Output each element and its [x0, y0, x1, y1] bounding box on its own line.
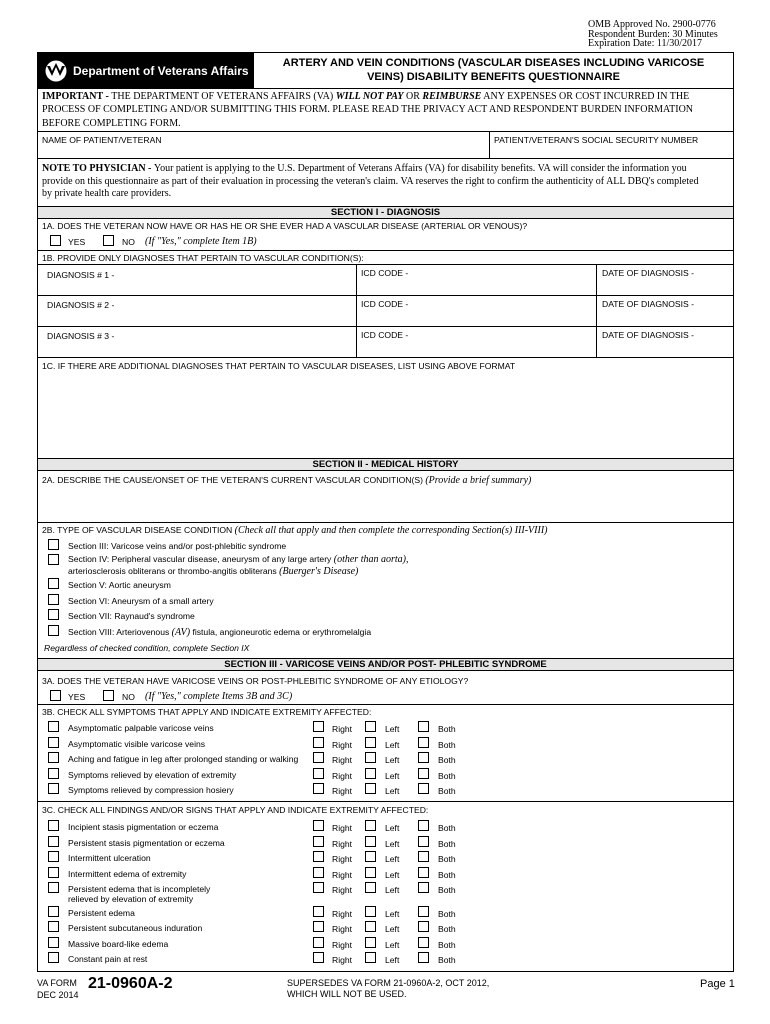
finding-both-checkbox[interactable] [418, 937, 429, 948]
finding-checkbox[interactable] [48, 882, 59, 893]
finding-left-label: Left [385, 885, 400, 895]
finding-left-checkbox[interactable] [365, 937, 376, 948]
symptom-checkbox[interactable] [48, 737, 59, 748]
footer-page: Page 1 [700, 978, 735, 990]
diag-col1 [356, 264, 357, 357]
finding-right-checkbox[interactable] [313, 952, 324, 963]
finding-left-checkbox[interactable] [365, 952, 376, 963]
footer-va-form: VA FORM [37, 978, 77, 988]
finding-both-label: Both [438, 839, 456, 849]
rule-3c [38, 801, 733, 802]
symptom-both-checkbox[interactable] [418, 721, 429, 732]
symptom-both-checkbox[interactable] [418, 752, 429, 763]
finding-left-checkbox[interactable] [365, 820, 376, 831]
symptom-left-checkbox[interactable] [365, 783, 376, 794]
section-5-option: Section V: Aortic aneurysm [68, 580, 171, 590]
finding-left-label: Left [385, 955, 400, 965]
note-line2: provide on this questionnaire as part of their evaluation in processing the veteran's claim. VA reserves the right to confirm the authenticity of ALL DBQ's completed [42, 175, 699, 187]
finding-checkbox[interactable] [48, 836, 59, 847]
finding-right-checkbox[interactable] [313, 820, 324, 831]
symptom-label: Symptoms relieved by elevation of extremity [68, 770, 237, 780]
finding-left-checkbox[interactable] [365, 851, 376, 862]
symptom-right-checkbox[interactable] [313, 737, 324, 748]
section-6-checkbox[interactable] [48, 594, 59, 605]
q3a-note: (If "Yes," complete Items 3B and 3C) [145, 691, 293, 702]
date-2-label: DATE OF DIAGNOSIS - [602, 299, 694, 309]
section-6-option: Section VI: Aneurysm of a small artery [68, 596, 214, 606]
section-8-note: (AV) [171, 627, 191, 638]
section-3-header: SECTION III - VARICOSE VEINS AND/OR POST- PHLEBITIC SYNDROME [38, 658, 733, 671]
finding-both-checkbox[interactable] [418, 882, 429, 893]
q1a-yes-label: YES [68, 237, 86, 247]
finding-left-label: Left [385, 823, 400, 833]
diag-col2 [596, 264, 597, 357]
symptom-left-checkbox[interactable] [365, 737, 376, 748]
finding-label: Persistent subcutaneous induration [68, 923, 203, 933]
symptom-label: Symptoms relieved by compression hosiery [68, 785, 234, 795]
finding-left-label: Left [385, 870, 400, 880]
finding-right-label: Right [332, 854, 353, 864]
symptom-both-checkbox[interactable] [418, 783, 429, 794]
q1a-label: 1A. DOES THE VETERAN NOW HAVE OR HAS HE OR SHE EVER HAD A VASCULAR DISEASE (ARTERIAL OR VENOUS)? [42, 221, 528, 231]
q1b-label: 1B. PROVIDE ONLY DIAGNOSES THAT PERTAIN TO VASCULAR CONDITION(S): [42, 253, 364, 263]
footer-date: DEC 2014 [37, 990, 79, 1000]
dept-banner [38, 53, 253, 88]
finding-both-label: Both [438, 823, 456, 833]
finding-both-label: Both [438, 940, 456, 950]
q3b-label: 3B. CHECK ALL SYMPTOMS THAT APPLY AND INDICATE EXTREMITY AFFECTED: [42, 707, 372, 717]
reimburse: REIMBURSE [422, 91, 482, 102]
note-line3: by private health care providers. [42, 188, 172, 199]
symptom-both-checkbox[interactable] [418, 768, 429, 779]
finding-left-checkbox[interactable] [365, 921, 376, 932]
symptom-checkbox[interactable] [48, 721, 59, 732]
q2b-note: (Check all that apply and then complete the corresponding Section(s) III-VIII) [234, 525, 548, 536]
finding-right-checkbox[interactable] [313, 882, 324, 893]
patient-bottom-rule [38, 158, 733, 159]
symptom-left-label: Left [385, 740, 400, 750]
symptom-right-label: Right [332, 771, 353, 781]
finding-right-label: Right [332, 924, 353, 934]
icd-2-label: ICD CODE - [361, 299, 409, 309]
patient-divider [489, 131, 490, 158]
finding-right-label: Right [332, 940, 353, 950]
diagnosis-3-label: DIAGNOSIS # 3 - [47, 331, 115, 341]
important-notice [42, 90, 730, 130]
finding-label: Persistent stasis pigmentation or eczema [68, 838, 225, 848]
finding-right-label: Right [332, 909, 353, 919]
finding-both-label: Both [438, 955, 456, 965]
section-4-note-2: (Buerger's Disease) [279, 566, 359, 577]
dept-name: Department of Veterans Affairs [73, 64, 249, 78]
finding-label: Intermittent edema of extremity [68, 869, 187, 879]
form-title-line2: VEINS) DISABILITY BENEFITS QUESTIONNAIRE [367, 71, 620, 83]
finding-left-label: Left [385, 854, 400, 864]
symptom-both-label: Both [438, 740, 456, 750]
symptom-label: Asymptomatic visible varicose veins [68, 739, 206, 749]
note-line1: Your patient is applying to the U.S. Department of Veterans Affairs (VA) for disability benefits. VA will consider the information you [153, 163, 687, 174]
finding-both-label: Both [438, 924, 456, 934]
finding-both-checkbox[interactable] [418, 921, 429, 932]
finding-label: Constant pain at rest [68, 954, 148, 964]
symptom-right-checkbox[interactable] [313, 783, 324, 794]
finding-left-checkbox[interactable] [365, 867, 376, 878]
finding-checkbox[interactable] [48, 851, 59, 862]
symptom-right-label: Right [332, 755, 353, 765]
header-bottom-rule [38, 88, 733, 89]
symptom-left-checkbox[interactable] [365, 721, 376, 732]
finding-checkbox[interactable] [48, 937, 59, 948]
finding-label: Massive board-like edema [68, 939, 169, 949]
date-3-label: DATE OF DIAGNOSIS - [602, 330, 694, 340]
section-8-checkbox[interactable] [48, 625, 59, 636]
q3a-no-label: NO [122, 692, 135, 702]
footer-supersedes-1: SUPERSEDES VA FORM 21-0960A-2, OCT 2012, [287, 978, 490, 988]
finding-right-label: Right [332, 839, 353, 849]
regardless-note: Regardless of checked condition, complete Section IX [44, 643, 250, 653]
symptom-left-label: Left [385, 755, 400, 765]
symptom-right-checkbox[interactable] [313, 721, 324, 732]
symptom-both-label: Both [438, 724, 456, 734]
q3a-yes-label: YES [68, 692, 86, 702]
finding-left-label: Left [385, 940, 400, 950]
finding-right-checkbox[interactable] [313, 937, 324, 948]
q3a-no-checkbox[interactable] [103, 690, 114, 701]
ssn-label: PATIENT/VETERAN'S SOCIAL SECURITY NUMBER [494, 135, 699, 145]
rule-2b [38, 522, 733, 523]
va-logo-icon [42, 60, 70, 82]
symptom-right-label: Right [332, 724, 353, 734]
q1a-no-checkbox[interactable] [103, 235, 114, 246]
finding-right-label: Right [332, 885, 353, 895]
important-text-2: ANY EXPENSES OR COST INCURRED IN THE [481, 91, 690, 102]
finding-label: Persistent edema that is incompletely [68, 884, 211, 894]
finding-left-label: Left [385, 909, 400, 919]
section-4-text: Section IV: Peripheral vascular disease, aneurysm of any large artery [68, 554, 334, 564]
finding-both-checkbox[interactable] [418, 851, 429, 862]
symptom-right-checkbox[interactable] [313, 768, 324, 779]
finding-both-checkbox[interactable] [418, 820, 429, 831]
finding-right-label: Right [332, 870, 353, 880]
finding-checkbox[interactable] [48, 906, 59, 917]
section-4-text-2: arteriosclerosis obliterans or thrombo-angitis obliterans [68, 566, 280, 576]
important-line3: BEFORE COMPLETING FORM. [42, 117, 181, 129]
symptom-checkbox[interactable] [48, 752, 59, 763]
finding-both-checkbox[interactable] [418, 836, 429, 847]
q3a-label: 3A. DOES THE VETERAN HAVE VARICOSE VEINS OR POST-PHLEBITIC SYNDROME OF ANY ETIOLOGY? [42, 676, 469, 686]
finding-right-checkbox[interactable] [313, 906, 324, 917]
finding-left-checkbox[interactable] [365, 882, 376, 893]
finding-both-label: Both [438, 909, 456, 919]
section-3-checkbox[interactable] [48, 539, 59, 550]
icd-3-label: ICD CODE - [361, 330, 409, 340]
section-4-note: (other than aorta), [333, 554, 409, 565]
finding-left-label: Left [385, 839, 400, 849]
diagnosis-1-label: DIAGNOSIS # 1 - [47, 270, 115, 280]
q1c-label: 1C. IF THERE ARE ADDITIONAL DIAGNOSES THAT PERTAIN TO VASCULAR DISEASES, LIST USING ABOVE FORMAT [42, 361, 516, 371]
symptom-label: Aching and fatigue in leg after prolonged standing or walking [68, 754, 299, 764]
finding-both-label: Both [438, 885, 456, 895]
important-label: IMPORTANT - [42, 91, 112, 102]
symptom-both-label: Both [438, 786, 456, 796]
finding-left-checkbox[interactable] [365, 836, 376, 847]
important-text: THE DEPARTMENT OF VETERANS AFFAIRS (VA) [111, 91, 336, 102]
symptom-left-label: Left [385, 786, 400, 796]
finding-checkbox[interactable] [48, 820, 59, 831]
q1c-textarea[interactable] [40, 374, 731, 456]
q2a-label [42, 475, 531, 486]
finding-left-label: Left [385, 924, 400, 934]
patient-name-label: NAME OF PATIENT/VETERAN [42, 135, 162, 145]
finding-continuation: relieved by elevation of extremity [68, 894, 194, 904]
rule-1b [38, 250, 733, 251]
section-4-option [68, 554, 408, 565]
symptom-checkbox[interactable] [48, 768, 59, 779]
important-line2: PROCESS OF COMPLETING AND/OR SUBMITTING THIS FORM. PLEASE READ THE PRIVACY ACT AND RESPONDENT BURDEN INFORMATION [42, 104, 694, 116]
finding-checkbox[interactable] [48, 952, 59, 963]
section-8-option [68, 627, 371, 638]
finding-both-label: Both [438, 870, 456, 880]
section-8-text: Section VIII: Arteriovenous [68, 627, 172, 637]
section-5-checkbox[interactable] [48, 578, 59, 589]
q2b-text: 2B. TYPE OF VASCULAR DISEASE CONDITION [42, 525, 235, 535]
omb-block [588, 20, 718, 49]
physician-note [42, 163, 730, 201]
form-title-line1: ARTERY AND VEIN CONDITIONS (VASCULAR DISEASES INCLUDING VARICOSE [282, 57, 705, 69]
finding-right-label: Right [332, 823, 353, 833]
finding-right-checkbox[interactable] [313, 851, 324, 862]
expiration-date: Expiration Date: 11/30/2017 [588, 38, 703, 49]
important-or: OR [403, 91, 423, 102]
symptom-both-checkbox[interactable] [418, 737, 429, 748]
note-label: NOTE TO PHYSICIAN - [42, 163, 154, 174]
symptom-right-checkbox[interactable] [313, 752, 324, 763]
finding-label: Intermittent ulceration [68, 853, 151, 863]
finding-checkbox[interactable] [48, 867, 59, 878]
finding-label: Persistent edema [68, 908, 135, 918]
rule-diag1 [38, 264, 733, 265]
q2a-note: (Provide a brief summary) [425, 475, 532, 486]
rule-1c [38, 357, 733, 358]
symptom-left-checkbox[interactable] [365, 768, 376, 779]
respondent-burden: Respondent Burden: 30 Minutes [588, 28, 718, 40]
symptom-checkbox[interactable] [48, 783, 59, 794]
diagnosis-2-label: DIAGNOSIS # 2 - [47, 300, 115, 310]
rule-diag3 [38, 326, 733, 327]
symptom-left-label: Left [385, 724, 400, 734]
section-3-option: Section III: Varicose veins and/or post-phlebitic syndrome [68, 541, 287, 551]
q1a-yes-checkbox[interactable] [50, 235, 61, 246]
finding-left-checkbox[interactable] [365, 906, 376, 917]
section-7-checkbox[interactable] [48, 609, 59, 620]
finding-checkbox[interactable] [48, 921, 59, 932]
section-7-option: Section VII: Raynaud's syndrome [68, 611, 195, 621]
q2a-textarea[interactable] [40, 487, 731, 520]
icd-1-label: ICD CODE - [361, 268, 409, 278]
finding-right-checkbox[interactable] [313, 836, 324, 847]
section-4-option-cont [68, 566, 358, 577]
symptom-right-label: Right [332, 786, 353, 796]
ssn-input[interactable] [491, 146, 731, 157]
omb-number: OMB Approved No. 2900-0776 [588, 19, 716, 30]
patient-name-input[interactable] [40, 146, 487, 157]
rule-diag2 [38, 295, 733, 296]
finding-both-checkbox[interactable] [418, 906, 429, 917]
finding-both-checkbox[interactable] [418, 952, 429, 963]
q2a-text: 2A. DESCRIBE THE CAUSE/ONSET OF THE VETERAN'S CURRENT VASCULAR CONDITION(S) [42, 475, 426, 485]
patient-top-rule [38, 131, 733, 132]
symptom-left-label: Left [385, 771, 400, 781]
q1a-no-label: NO [122, 237, 135, 247]
symptom-right-label: Right [332, 740, 353, 750]
footer-form-number: 21-0960A-2 [88, 975, 173, 992]
symptom-label: Asymptomatic palpable varicose veins [68, 723, 214, 733]
section-1-header: SECTION I - DIAGNOSIS [38, 206, 733, 219]
will-not-pay: WILL NOT PAY [335, 91, 404, 102]
rule-3b [38, 704, 733, 705]
finding-right-checkbox[interactable] [313, 921, 324, 932]
finding-right-label: Right [332, 955, 353, 965]
section-2-header: SECTION II - MEDICAL HISTORY [38, 458, 733, 471]
footer-supersedes-2: WHICH WILL NOT BE USED. [287, 989, 407, 999]
finding-both-checkbox[interactable] [418, 867, 429, 878]
finding-right-checkbox[interactable] [313, 867, 324, 878]
form-title [254, 56, 733, 84]
symptom-both-label: Both [438, 755, 456, 765]
section-4-checkbox[interactable] [48, 554, 59, 565]
section-8-text-2: fistula, angioneurotic edema or erythromelalgia [190, 627, 372, 637]
finding-both-label: Both [438, 854, 456, 864]
q2b-label [42, 525, 547, 536]
q3c-label: 3C. CHECK ALL FINDINGS AND/OR SIGNS THAT APPLY AND INDICATE EXTREMITY AFFECTED: [42, 805, 429, 815]
symptom-left-checkbox[interactable] [365, 752, 376, 763]
symptom-both-label: Both [438, 771, 456, 781]
q3a-yes-checkbox[interactable] [50, 690, 61, 701]
finding-label: Incipient stasis pigmentation or eczema [68, 822, 219, 832]
q1a-note: (If "Yes," complete Item 1B) [145, 236, 257, 247]
date-1-label: DATE OF DIAGNOSIS - [602, 268, 694, 278]
